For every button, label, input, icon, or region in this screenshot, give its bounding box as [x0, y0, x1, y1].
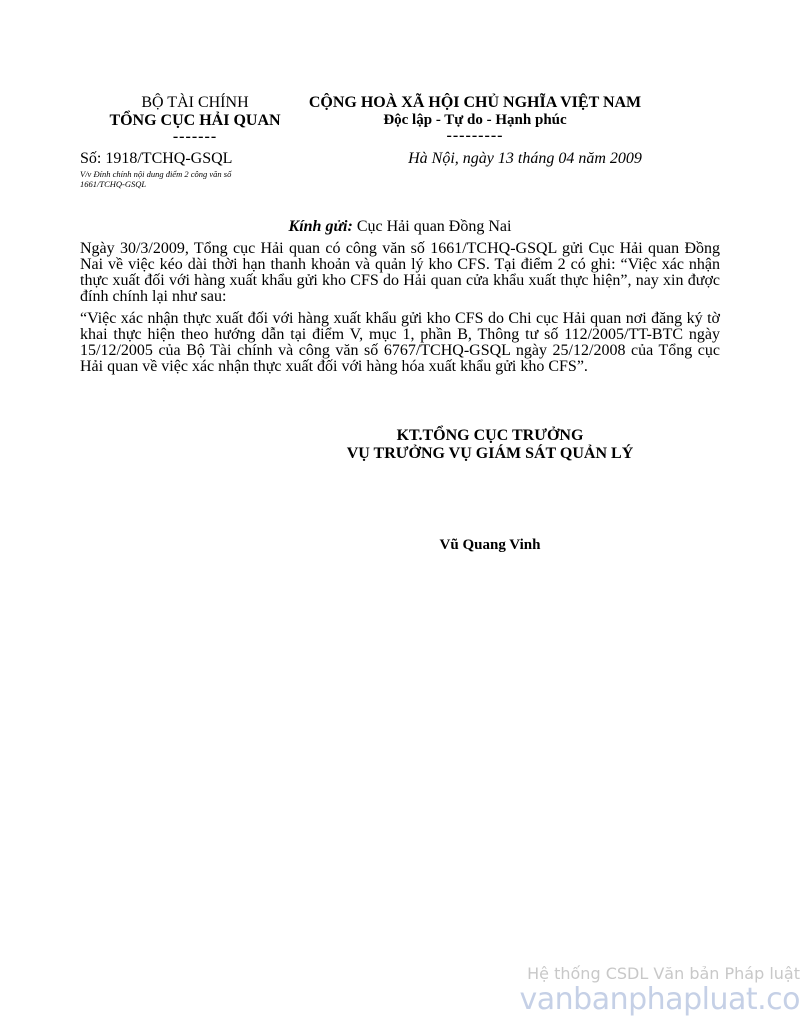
recipient-line	[80, 218, 720, 236]
subject-line-1: V/v Đính chính nội dung điểm 2 công văn số	[80, 169, 232, 179]
body-paragraph-1: Ngày 30/3/2009, Tổng cục Hải quan có công văn số 1661/TCHQ-GSQL gửi Cục Hải quan Đồng Nai về việc kéo dài thời hạn thanh khoản và quản lý kho CFS. Tại điểm 2 có ghi: “Việc xác nhận thực xuất đối với hàng xuất khẩu gửi kho CFS do Hải quan cửa khẩu xuất thực hiện”, nay xin được đính chính lại như sau:	[80, 240, 720, 305]
national-motto: Độc lập - Tự do - Hạnh phúc	[383, 112, 567, 128]
signer-title-line-2: VỤ TRƯỞNG VỤ GIÁM SÁT QUẢN LÝ	[346, 445, 634, 462]
document-body	[80, 241, 720, 381]
document-reference	[80, 150, 380, 189]
issue-date: Hà Nội, ngày 13 tháng 04 năm 2009	[408, 150, 642, 167]
recipient-label: Kính gửi:	[288, 218, 353, 235]
signer-title-line-1: KT.TỔNG CỤC TRƯỞNG	[396, 427, 584, 444]
watermark-site: vanbanphapluat.co	[519, 982, 800, 1017]
watermark-caption: Hệ thống CSDL Văn bản Pháp luật	[527, 964, 800, 983]
department-name: TỔNG CỤC HẢI QUAN	[109, 112, 281, 129]
signer-name: Vũ Quang Vinh	[439, 537, 541, 553]
left-separator: -------	[172, 128, 218, 145]
ministry-name: BỘ TÀI CHÍNH	[141, 94, 249, 111]
recipient-name: Cục Hải quan Đồng Nai	[356, 218, 512, 235]
right-separator: ---------	[446, 127, 504, 144]
issuing-authority-block	[80, 94, 310, 144]
document-number: Số: 1918/TCHQ-GSQL	[80, 150, 233, 167]
national-title-block	[300, 94, 650, 143]
document-subject	[80, 169, 380, 189]
nation-title: CỘNG HOÀ XÃ HỘI CHỦ NGHĨA VIỆT NAM	[308, 94, 642, 111]
signer-title-block	[300, 427, 680, 463]
subject-line-2: 1661/TCHQ-GSQL	[80, 179, 147, 189]
body-paragraph-2: “Việc xác nhận thực xuất đối với hàng xuất khẩu gửi kho CFS do Chi cục Hải quan nơi đăng ký tờ khai thực hiện theo hướng dẫn tại điểm V, mục 1, phần B, Thông tư số 112/2005/TT-BTC ngày 15/12/2005 của Bộ Tài chính và công văn số 6767/TCHQ-GSQL ngày 25/12/2008 của Tổng cục Hải quan về việc xác nhận thực xuất đối với hàng hóa xuất khẩu gửi kho CFS”.	[80, 310, 720, 375]
